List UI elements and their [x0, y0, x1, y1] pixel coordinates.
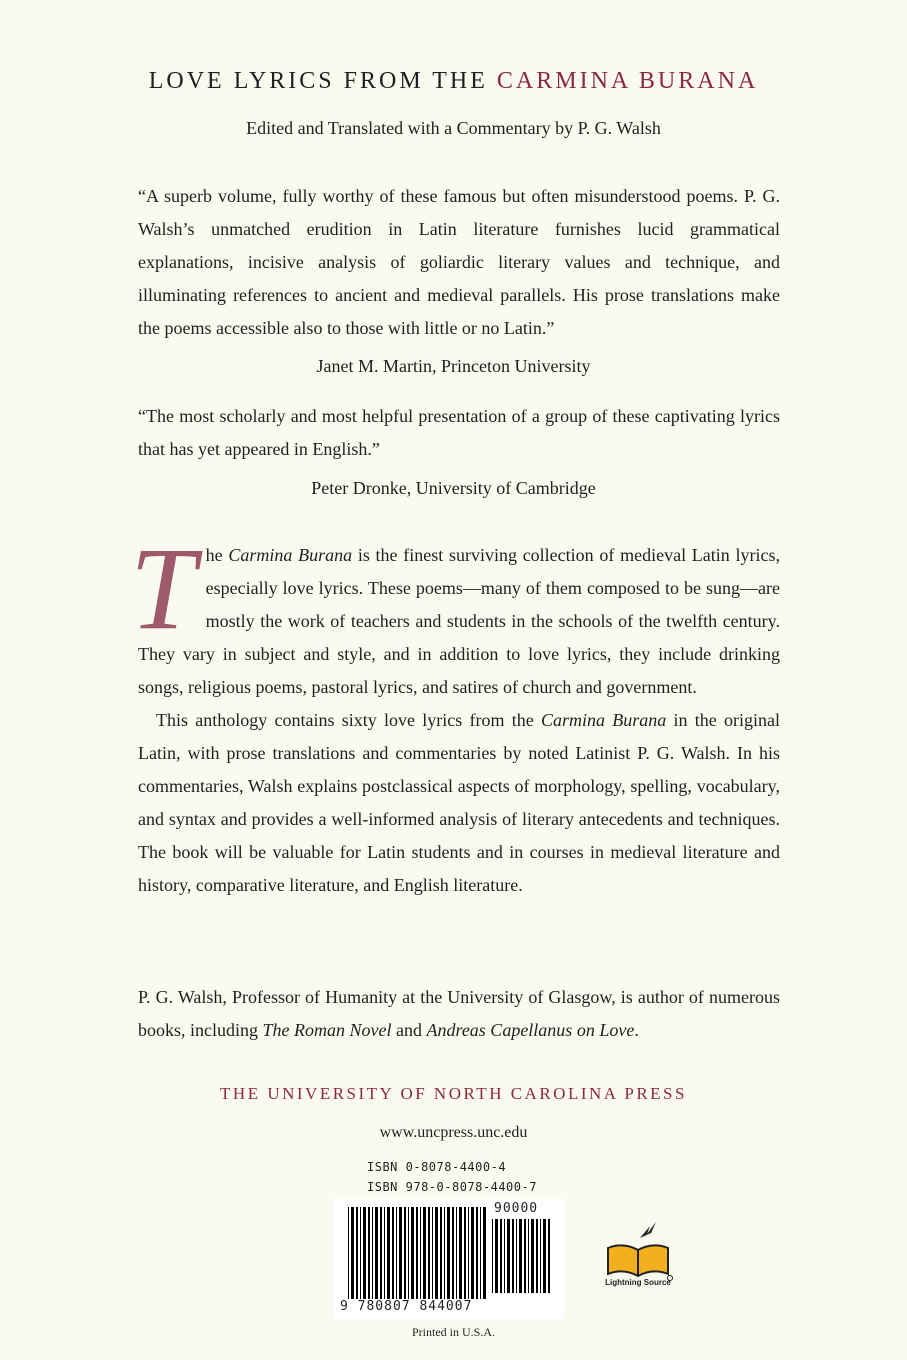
barcode-bar	[516, 1219, 517, 1293]
barcode-bar	[456, 1207, 457, 1299]
barcode-bar	[500, 1219, 502, 1293]
barcode-bar	[392, 1207, 394, 1299]
isbn-13: ISBN 978-0-8078-4400-7	[367, 1180, 537, 1194]
barcode-bar	[440, 1207, 442, 1299]
barcode-bar	[356, 1207, 358, 1299]
barcode-addon-bars	[492, 1219, 552, 1313]
barcode-bar	[360, 1207, 361, 1299]
description-paragraph-1: The Carmina Burana is the finest surviving collection of medieval Latin lyrics, especially love lyrics. These poems—many of them composed to be sung—are mostly the work of teachers and students in the schools of the twelfth century. They vary in subject and style, and in addition to love lyrics, they include drinking songs, religious poems, pastoral lyrics, and satires of church and government.	[130, 523, 780, 697]
barcode-bar	[483, 1207, 486, 1299]
barcode	[334, 1199, 564, 1319]
drop-cap: T	[130, 523, 196, 654]
barcode-bar	[420, 1207, 421, 1299]
barcode-bar	[363, 1207, 366, 1299]
barcode-bar	[444, 1207, 445, 1299]
barcode-bar	[507, 1219, 510, 1293]
barcode-bar	[351, 1207, 354, 1299]
barcode-bar	[447, 1207, 450, 1299]
publisher-name: THE UNIVERSITY OF NORTH CAROLINA PRESS	[220, 1084, 687, 1103]
publisher-url[interactable]: www.uncpress.unc.edu	[379, 1124, 528, 1141]
book-title	[0, 68, 907, 95]
barcode-bar	[372, 1207, 373, 1299]
review-attribution-2: Peter Dronke, University of Cambridge	[311, 478, 596, 498]
barcode-bar	[528, 1219, 529, 1293]
barcode-bar	[512, 1219, 514, 1293]
barcode-digits: 9 780807 844007	[340, 1299, 473, 1314]
editor-credit: Edited and Translated with a Commentary by P. G. Walsh	[246, 118, 661, 138]
barcode-bar	[540, 1219, 541, 1293]
barcode-bar	[348, 1207, 349, 1299]
title-accent: CARMINA BURANA	[496, 68, 759, 94]
book-description	[130, 523, 780, 902]
barcode-bar	[492, 1219, 493, 1293]
barcode-bar	[471, 1207, 474, 1299]
barcode-bar	[504, 1219, 505, 1293]
barcode-bar	[543, 1219, 546, 1293]
review-quote-1: “A superb volume, fully worthy of these famous but often misunderstood poems. P. G. Walsh’s unmatched erudition in Latin literature furnishes lucid grammatical explanations, incisive analysis of goliardic literary values and technique, and illuminating references to ancient and medieval parallels. His prose translations make the poems accessible also to those with little or no Latin.”	[138, 186, 780, 338]
barcode-bar	[380, 1207, 382, 1299]
logo-text: Lightning Source	[605, 1278, 671, 1287]
barcode-bar	[495, 1219, 498, 1293]
barcode-bar	[375, 1207, 378, 1299]
review-attribution-1: Janet M. Martin, Princeton University	[316, 356, 591, 376]
author-bio: P. G. Walsh, Professor of Humanity at the University of Glasgow, is author of numerous books, including The Roman Novel and Andreas Capellanus on Love.	[138, 987, 780, 1040]
barcode-bar	[387, 1207, 390, 1299]
barcode-bar	[399, 1207, 402, 1299]
description-paragraph-2: This anthology contains sixty love lyrics from the Carmina Burana in the original Latin, with prose translations and commentaries by noted Latinist P. G. Walsh. In his commentaries, Walsh explains postclassical aspects of morphology, spelling, vocabulary, and syntax and provides a well-informed analysis of literary antecedents and techniques. The book will be valuable for Latin students and in courses in medieval literature and history, comparative literature, and English literature.	[138, 710, 780, 895]
review-quote-2: “The most scholarly and most helpful presentation of a group of these captivating lyrics that has yet appeared in English.”	[138, 406, 780, 459]
barcode-bar	[404, 1207, 406, 1299]
barcode-bar	[548, 1219, 550, 1293]
barcode-bar	[524, 1219, 526, 1293]
barcode-bar	[428, 1207, 430, 1299]
barcode-bars	[348, 1207, 488, 1299]
title-main: LOVE LYRICS FROM THE	[148, 68, 497, 94]
barcode-bar	[452, 1207, 454, 1299]
barcode-bar	[432, 1207, 433, 1299]
barcode-bar	[468, 1207, 469, 1299]
barcode-bar	[416, 1207, 418, 1299]
barcode-bar	[411, 1207, 414, 1299]
barcode-bar	[531, 1219, 534, 1293]
barcode-bar	[423, 1207, 426, 1299]
barcode-bar	[408, 1207, 409, 1299]
barcode-bar	[536, 1219, 538, 1293]
barcode-bar	[368, 1207, 370, 1299]
barcode-bar	[480, 1207, 481, 1299]
printed-in: Printed in U.S.A.	[411, 1325, 495, 1339]
barcode-bar	[519, 1219, 522, 1293]
isbn-10: ISBN 0-8078-4400-4	[367, 1160, 507, 1174]
barcode-bar	[476, 1207, 478, 1299]
barcode-addon-digits: 90000	[494, 1201, 539, 1216]
barcode-bar	[396, 1207, 397, 1299]
barcode-bar	[459, 1207, 462, 1299]
barcode-bar	[384, 1207, 385, 1299]
barcode-bar	[464, 1207, 466, 1299]
barcode-bar	[435, 1207, 438, 1299]
